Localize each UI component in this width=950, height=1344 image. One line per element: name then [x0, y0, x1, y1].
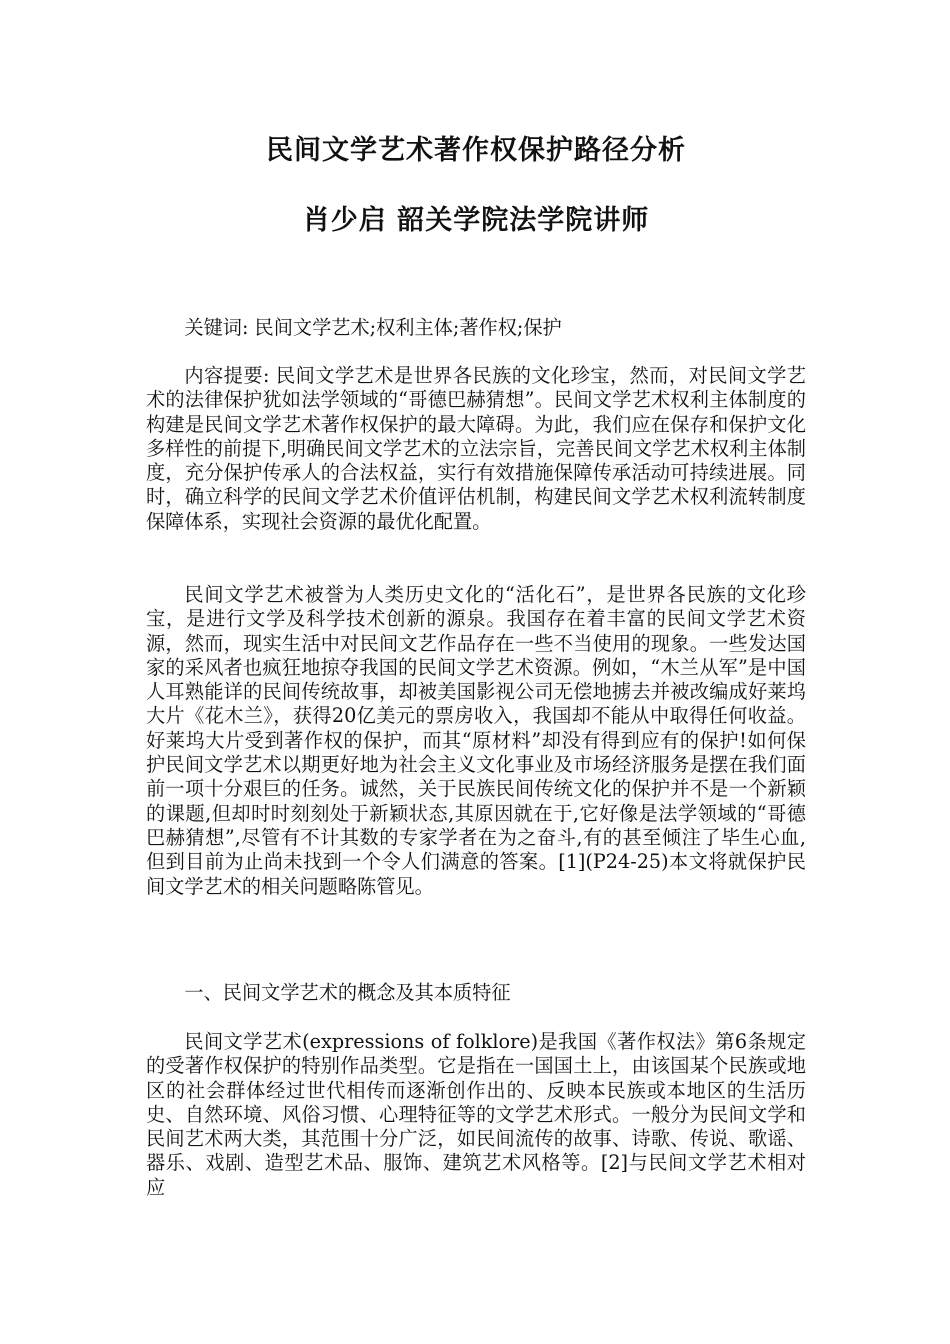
keywords-paragraph: 关键词: 民间文学艺术;权利主体;著作权;保护 — [184, 316, 562, 339]
document-title: 民间文学艺术著作权保护路径分析 — [266, 135, 686, 166]
body-paragraph-2: 民间文学艺术(expressions of folklore)是我国《著作权法》第6条规定的受著作权保护的特别作品类型。它是指在一国国土上，由该国某个民族或地区的社会群体经过世代相传而逐渐创作出的、反映本民族或本地区的生活历史、自然环境、风俗习惯、心理特征等的文学艺术形式。一般分为民间文学和民间艺术两大类，其范围十分广泛，如民间流传的故事、诗歌、传说、歌谣、器乐、戏剧、造型艺术品、服饰、建筑艺术风格等。[2]与民间文学艺术相对应 — [146, 1030, 806, 1199]
section-heading-1: 一、民间文学艺术的概念及其本质特征 — [184, 981, 511, 1004]
body-paragraph-1: 民间文学艺术被誉为人类历史文化的“活化石”，是世界各民族的文化珍宝，是进行文学及科学技术创新的源泉。我国存在着丰富的民间文学艺术资源，然而，现实生活中对民间文艺作品存在一些不当使用的现象。一些发达国家的采风者也疯狂地掠夺我国的民间文学艺术资源。例如，“木兰从军”是中国人耳熟能详的民间传统故事，却被美国影视公司无偿地掳去并被改编成好莱坞大片《花木兰》，获得20亿美元的票房收入，我国却不能从中取得任何收益。好莱坞大片受到著作权的保护，而其“原材料”却没有得到应有的保护!如何保护民间文学艺术以期更好地为社会主义文化事业及市场经济服务是摆在我们面前一项十分艰巨的任务。诚然，关于民族民间传统文化的保护并不是一个新颖的课题,但却时时刻刻处于新颖状态,其原因就在于,它好像是法学领域的“哥德巴赫猜想”,尽管有不计其数的专家学者在为之奋斗,有的甚至倾注了毕生心血,但到目前为止尚未找到一个令人们满意的答案。[1](P24-25)本文将就保护民间文学艺术的相关问题略陈管见。 — [146, 583, 806, 898]
abstract-paragraph: 内容提要: 民间文学艺术是世界各民族的文化珍宝，然而，对民间文学艺术的法律保护犹如法学领域的“哥德巴赫猜想”。民间文学艺术权利主体制度的构建是民间文学艺术著作权保护的最大障碍。为此，我们应在保存和保护文化多样性的前提下,明确民间文学艺术的立法宗旨，完善民间文学艺术权利主体制度，充分保护传承人的合法权益，实行有效措施保障传承活动可持续进展。同时，确立科学的民间文学艺术价值评估机制，构建民间文学艺术权利流转制度保障体系，实现社会资源的最优化配置。 — [146, 364, 806, 533]
author-line: 肖少启 韶关学院法学院讲师 — [302, 205, 650, 236]
